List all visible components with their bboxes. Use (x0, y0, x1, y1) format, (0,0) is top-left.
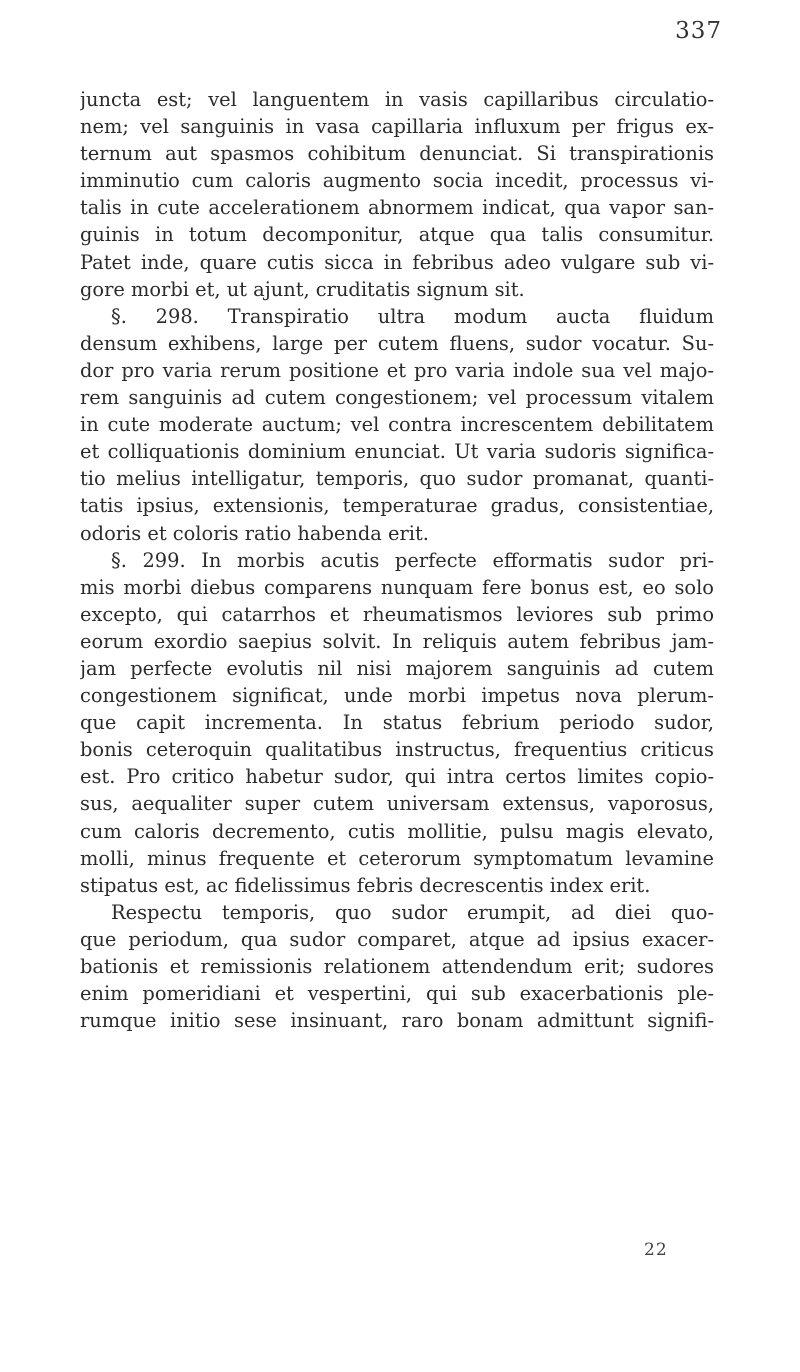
text-line: talis in cute accelerationem abnormem indicat, qua vapor san- (80, 196, 714, 220)
text-line: que periodum, qua sudor comparet, atque ad ipsius exacer- (80, 927, 714, 951)
text-line: rem sanguinis ad cutem congestionem; vel processum vitalem (80, 386, 714, 410)
text-line: imminutio cum caloris augmento socia incedit, processus vi- (80, 169, 714, 193)
page-number: 337 (675, 18, 722, 44)
text-line: dor pro varia rerum positione et pro varia indole sua vel majo- (80, 358, 714, 382)
body-text (80, 86, 714, 1034)
text-line: gore morbi et, ut ajunt, cruditatis signum sit. (80, 277, 525, 301)
text-line: jam perfecte evolutis nil nisi majorem sanguinis ad cutem (80, 656, 714, 680)
text-line: sus, aequaliter super cutem universam extensus, vaporosus, (80, 792, 714, 816)
text-line: eorum exordio saepius solvit. In reliquis autem febribus jam- (80, 629, 714, 653)
text-line: congestionem significat, unde morbi impetus nova plerum- (80, 684, 714, 708)
text-line: mis morbi diebus comparens nunquam fere bonus est, eo solo (80, 575, 714, 599)
text-line: ternum aut spasmos cohibitum denunciat. Si transpirationis (80, 142, 714, 166)
text-line: bationis et remissionis relationem attendendum erit; sudores (80, 955, 714, 978)
text-line: guinis in totum decomponitur, atque qua talis consumitur. (80, 223, 714, 247)
text-line: densum exhibens, large per cutem fluens, sudor vocatur. Su- (80, 331, 714, 355)
text-line: §. 299. In morbis acutis perfecte efformatis sudor pri- (111, 548, 714, 572)
text-line: §. 298. Transpiratio ultra modum aucta fluidum (111, 304, 714, 328)
text-line: est. Pro critico habetur sudor, qui intra certos limites copio- (80, 765, 714, 789)
text-line: odoris et coloris ratio habenda erit. (80, 521, 429, 545)
text-line: Patet inde, quare cutis sicca in febribus adeo vulgare sub vi- (80, 250, 714, 274)
text-line: Respectu temporis, quo sudor erumpit, ad diei quo- (111, 900, 714, 924)
text-line: stipatus est, ac fidelissimus febris decrescentis index erit. (80, 873, 651, 897)
text-line: cum caloris decremento, cutis mollitie, pulsu magis elevato, (80, 819, 714, 843)
text-line: que capit incrementa. In status febrium periodo sudor, (80, 711, 714, 735)
text-line: in cute moderate auctum; vel contra increscentem debilitatem (80, 413, 714, 437)
text-line: molli, minus frequente et ceterorum symptomatum levamine (80, 846, 714, 870)
text-line: rumque initio sese insinuant, raro bonam admittunt signifi- (80, 1009, 714, 1033)
text-line: bonis ceteroquin qualitatibus instructus, frequentius criticus (80, 738, 714, 762)
text-line: enim pomeridiani et vespertini, qui sub exacerbationis ple- (80, 982, 714, 1006)
text-line: tatis ipsius, extensionis, temperaturae gradus, consistentiae, (80, 494, 714, 518)
text-line: nem; vel sanguinis in vasa capillaria influxum per frigus ex- (80, 115, 714, 139)
signature-mark: 22 (644, 1240, 668, 1260)
text-line: et colliquationis dominium enunciat. Ut varia sudoris significa- (80, 440, 714, 464)
text-line: excepto, qui catarrhos et rheumatismos leviores sub primo (80, 602, 714, 626)
text-line: tio melius intelligatur, temporis, quo sudor promanat, quanti- (80, 467, 714, 491)
text-line: juncta est; vel languentem in vasis capillaribus circulatio- (80, 88, 714, 111)
